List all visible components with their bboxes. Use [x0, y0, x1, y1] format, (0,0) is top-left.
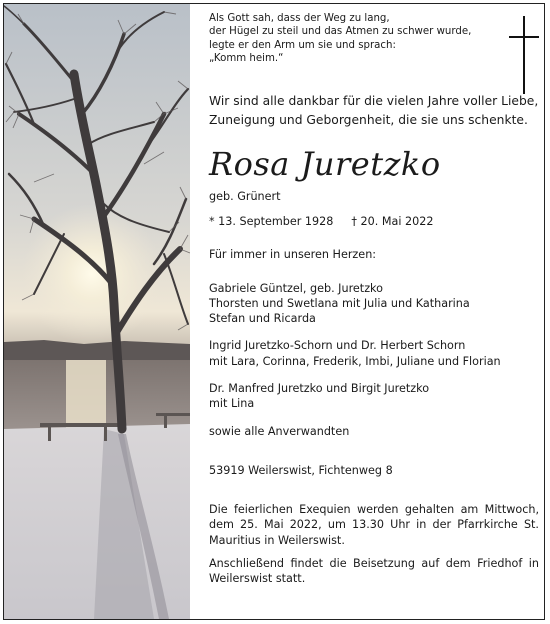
poem-line: legte er den Arm um sie und sprach: [209, 39, 396, 51]
mourner-line: Ingrid Juretzko-Schorn und Dr. Herbert Schorn [209, 339, 466, 353]
poem-line: der Hügel zu steil und das Atmen zu schwer wurde, [209, 26, 472, 38]
poem-line: Als Gott sah, dass der Weg zu lang, [209, 13, 390, 24]
tree-sunset-image [4, 4, 190, 619]
mourner-line: Dr. Manfred Juretzko und Birgit Juretzko [209, 382, 430, 395]
obituary-card [3, 3, 545, 620]
mourner-group [209, 338, 539, 369]
life-dates [209, 214, 539, 229]
exequies-text: Die feierlichen Exequien werden gehalten am Mittwoch, dem 25. Mai 2022, um 13.30 Uhr in der Pfarrkirche St. Mauritius in Weilerswist. [209, 503, 539, 547]
obituary-text [209, 12, 539, 587]
mourner-group [209, 381, 539, 412]
poem-line: „Komm heim.“ [209, 53, 284, 65]
deceased-name: Rosa Juretzko [209, 144, 441, 183]
mourner-line: Thorsten und Swetlana mit Julia und Katharina [209, 296, 470, 310]
relatives: sowie alle Anverwandten [209, 424, 350, 438]
mourner-line: mit Lina [209, 397, 255, 411]
thanks-line: Wir sind alle dankbar für die vielen Jahre voller Liebe, [209, 93, 539, 108]
mourner-line: Gabriele Güntzel, geb. Juretzko [209, 281, 383, 295]
burial-text: Anschließend findet die Beisetzung auf dem Friedhof in Weilerswist statt. [209, 557, 539, 586]
poem [209, 12, 539, 66]
mourner-line: Stefan und Ricarda [209, 312, 316, 326]
thanks-line: Zuneigung und Geborgenheit, die sie uns schenkte. [209, 113, 528, 128]
birth-date: * 13. September 1928 [209, 214, 334, 228]
heart-line: Für immer in unseren Herzen: [209, 248, 377, 262]
death-date: † 20. Mai 2022 [351, 214, 434, 228]
birth-name: geb. Grünert [209, 189, 281, 203]
mourner-group [209, 281, 539, 327]
address: 53919 Weilerswist, Fichtenweg 8 [209, 463, 393, 477]
thanks-text [209, 92, 539, 131]
mourner-line: mit Lara, Corinna, Frederik, Imbi, Juliane und Florian [209, 354, 501, 368]
winter-lake-photo [4, 4, 190, 619]
